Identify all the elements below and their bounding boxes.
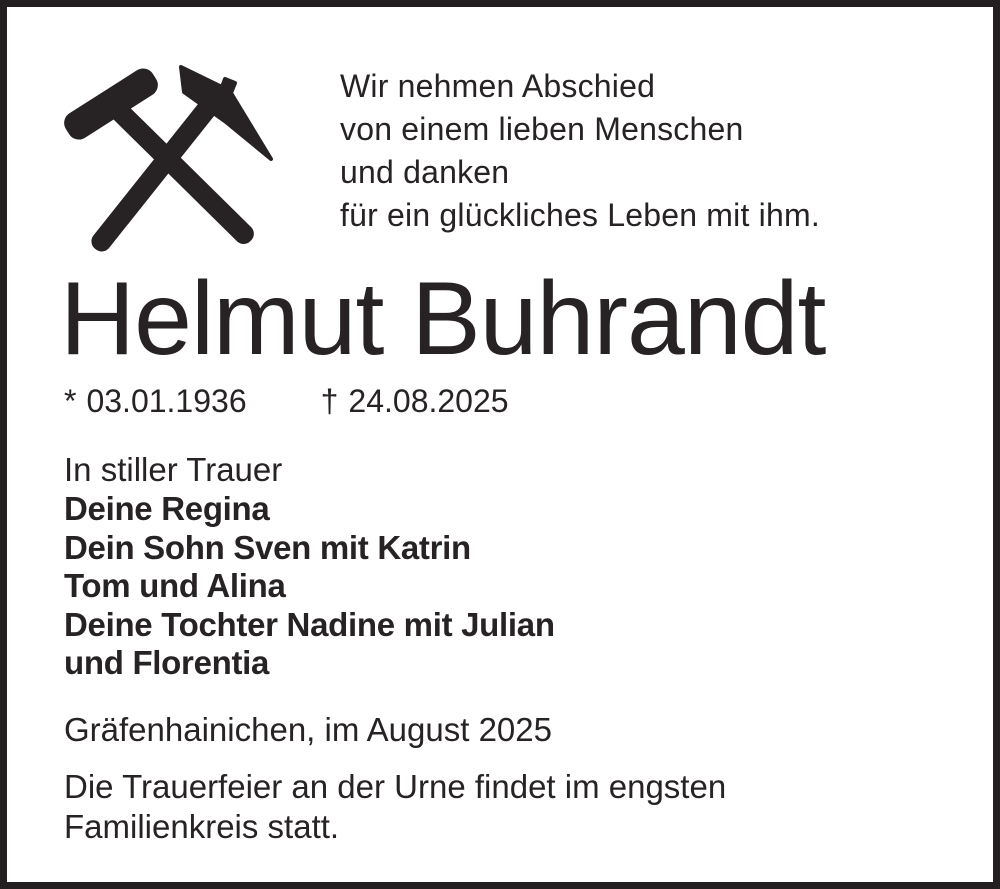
opening-line: Wir nehmen Abschied: [340, 68, 656, 104]
death-date: 24.08.2025: [348, 383, 509, 419]
birth-date-group: [64, 383, 247, 420]
opening-line: und danken: [340, 154, 510, 190]
funeral-note: [64, 767, 726, 846]
death-date-group: [321, 383, 509, 420]
opening-text: [340, 65, 820, 237]
mourner-line: Tom und Alina: [64, 567, 286, 604]
crossed-hammer-and-pick-icon: [64, 62, 279, 262]
mourner-line: Deine Tochter Nadine mit Julian: [64, 605, 555, 643]
place-and-date: Gräfenhainichen, im August 2025: [64, 711, 552, 748]
opening-line: von einem lieben Menschen: [340, 111, 744, 147]
funeral-note-line: Die Trauerfeier an der Urne findet im engsten: [64, 768, 727, 805]
deceased-name: Helmut Buhrandt: [60, 261, 826, 377]
mourner-line: Dein Sohn Sven mit Katrin: [64, 528, 471, 566]
birth-date: 03.01.1936: [86, 383, 247, 419]
mourner-line: und Florentia: [64, 644, 270, 681]
mourners-list: [64, 490, 555, 683]
opening-line: für ein glückliches Leben mit ihm.: [340, 197, 820, 233]
mourner-line: Deine Regina: [64, 490, 270, 527]
birth-star-symbol: *: [64, 383, 77, 419]
death-cross-symbol: †: [320, 383, 339, 419]
funeral-note-line: Familienkreis statt.: [64, 807, 340, 845]
life-dates: [64, 383, 509, 420]
mourning-intro: In stiller Trauer: [64, 451, 283, 488]
